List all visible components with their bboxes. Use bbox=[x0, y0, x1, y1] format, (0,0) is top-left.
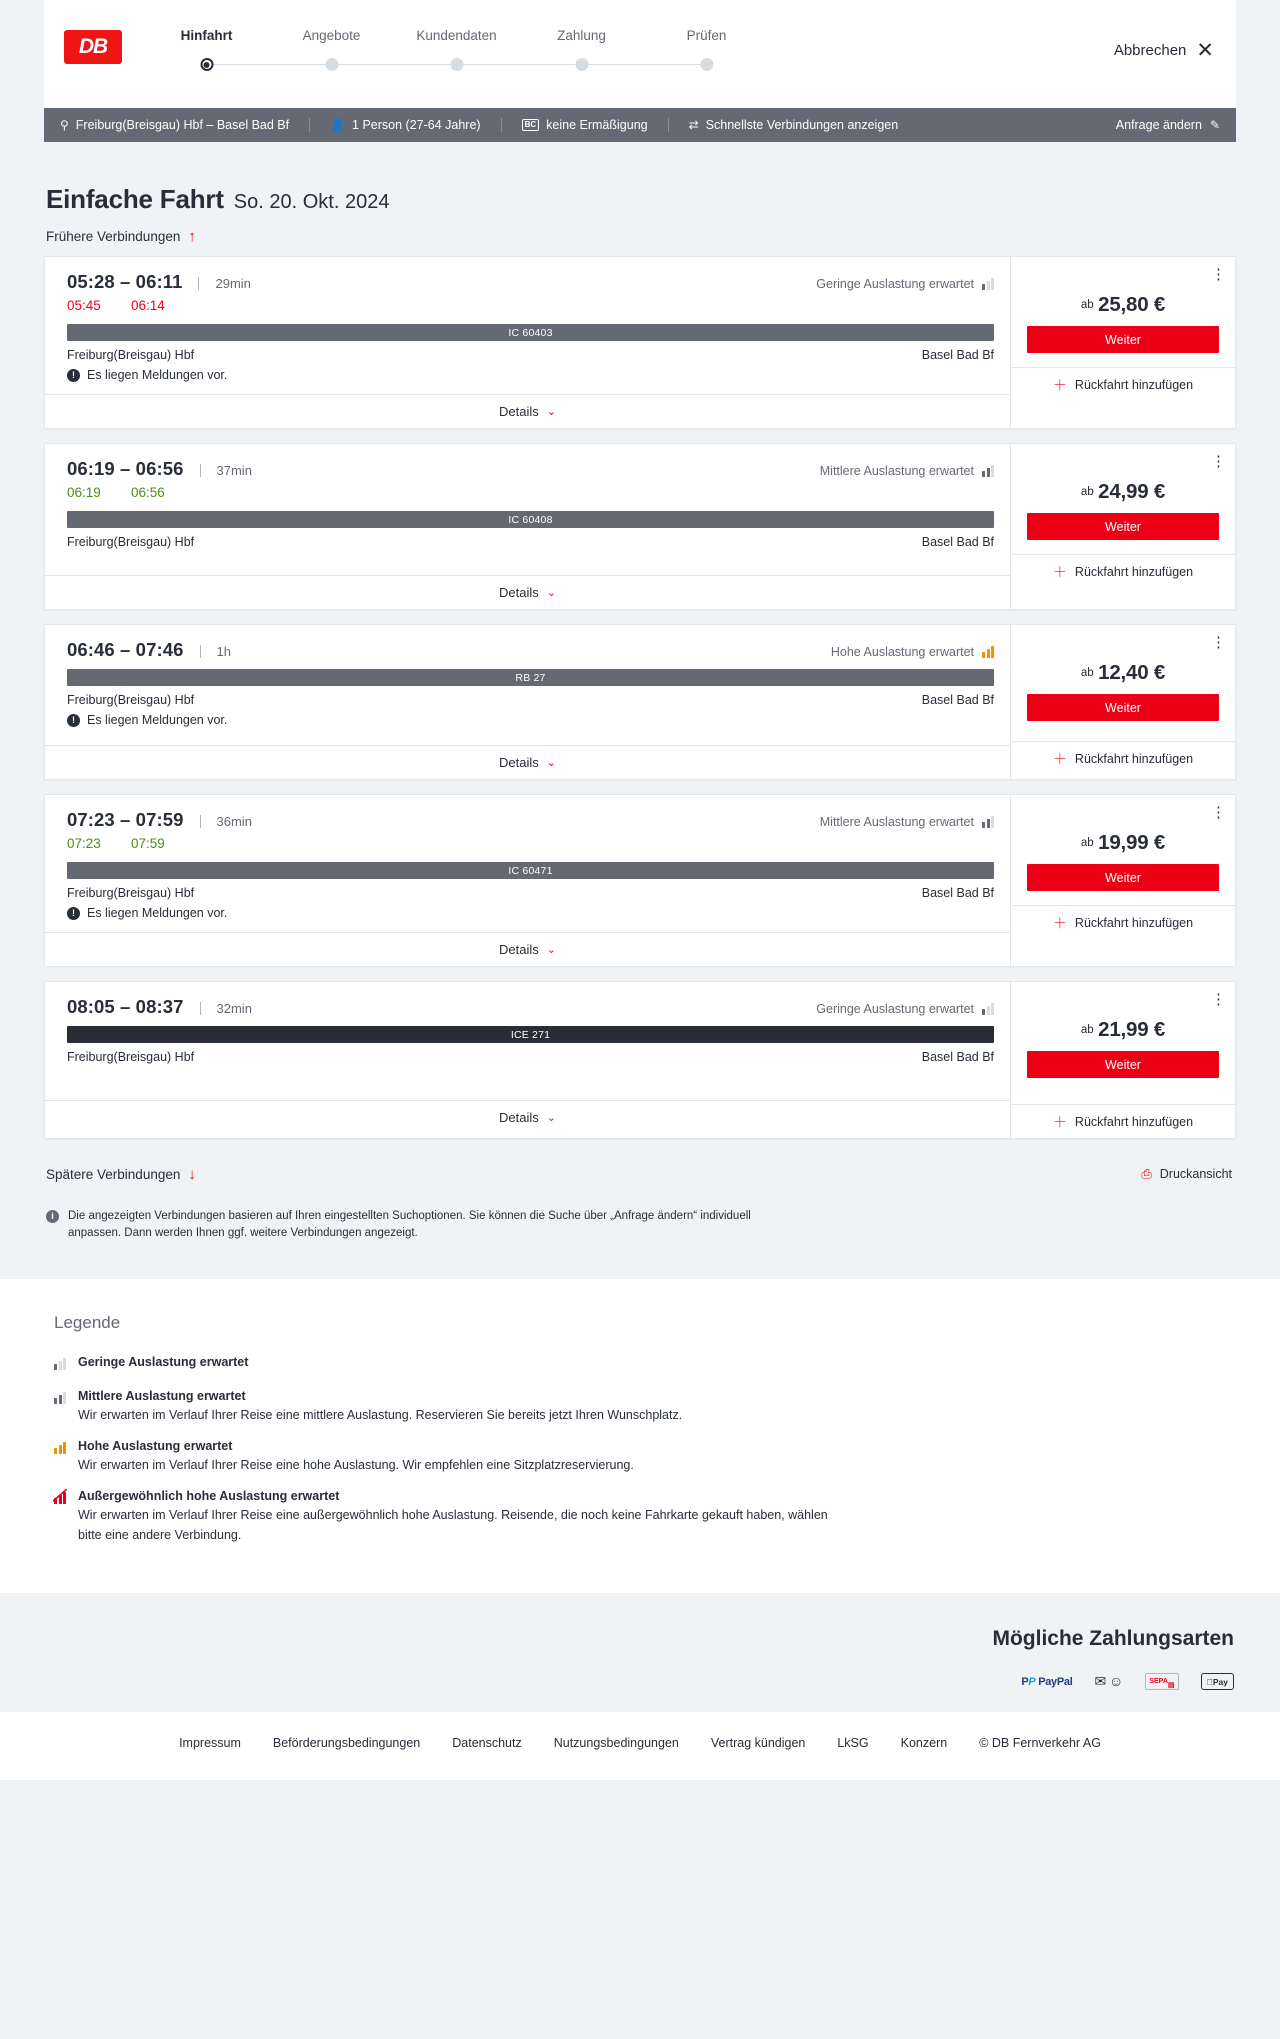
realtime-arrival: 06:14 bbox=[131, 298, 165, 313]
stops-row bbox=[67, 535, 994, 549]
step-hinfahrt[interactable] bbox=[144, 28, 269, 48]
notice-label: Es liegen Meldungen vor. bbox=[87, 713, 228, 727]
step-label: Kundendaten bbox=[416, 28, 497, 43]
connection-card[interactable] bbox=[44, 443, 1236, 610]
apple-pay-label: Pay bbox=[1212, 1676, 1228, 1687]
destination-station: Basel Bad Bf bbox=[921, 886, 994, 900]
pencil-icon: ✎ bbox=[1209, 118, 1220, 132]
print-view-button[interactable] bbox=[1141, 1166, 1236, 1182]
price-block bbox=[1027, 480, 1219, 504]
add-return-label: Rückfahrt hinzufügen bbox=[1074, 1114, 1194, 1129]
price-prefix: ab bbox=[1080, 837, 1094, 849]
step-angebote[interactable] bbox=[269, 28, 394, 48]
step-zahlung[interactable] bbox=[519, 28, 644, 48]
step-dot-icon bbox=[325, 58, 338, 71]
occupancy-indicator bbox=[816, 277, 994, 291]
train-bar bbox=[67, 862, 994, 879]
page-title bbox=[44, 142, 1236, 215]
connection-duration: 32min bbox=[200, 1001, 252, 1016]
paypal-label: PayPal bbox=[1038, 1675, 1073, 1688]
occupancy-bars-icon bbox=[982, 816, 994, 828]
legend-text bbox=[78, 1439, 634, 1475]
legend-description: Wir erwarten im Verlauf Ihrer Reise eine mittlere Auslastung. Reservieren Sie bereits jetzt Ihren Wunschplatz. bbox=[78, 1407, 683, 1422]
price-prefix: ab bbox=[1080, 486, 1094, 498]
plus-icon: ＋ bbox=[1052, 914, 1067, 931]
step-label: Angebote bbox=[302, 28, 361, 43]
origin-station: Freiburg(Breisgau) Hbf bbox=[67, 693, 195, 707]
arrow-up-icon: ↑ bbox=[188, 228, 196, 245]
footer-link-datenschutz[interactable]: Datenschutz bbox=[452, 1736, 522, 1750]
occupancy-bars-icon bbox=[982, 646, 994, 658]
step-connector bbox=[457, 64, 582, 65]
connection-details bbox=[45, 982, 1010, 1138]
add-return-button[interactable] bbox=[1011, 1104, 1235, 1138]
price-block bbox=[1027, 1018, 1219, 1042]
step-dot-icon bbox=[450, 58, 463, 71]
connection-times: 06:46 – 07:46 bbox=[67, 639, 184, 660]
add-return-button[interactable] bbox=[1011, 554, 1235, 588]
chevron-down-icon: ⌄ bbox=[546, 1112, 556, 1124]
realtime-arrival: 06:56 bbox=[131, 485, 165, 500]
add-return-label: Rückfahrt hinzufügen bbox=[1074, 377, 1194, 392]
realtime-departure: 06:19 bbox=[67, 485, 101, 500]
connection-card[interactable] bbox=[44, 256, 1236, 429]
occupancy-indicator bbox=[820, 815, 994, 829]
legend-label: Hohe Auslastung erwartet bbox=[78, 1438, 233, 1453]
cancel-button[interactable] bbox=[1114, 40, 1214, 61]
connection-times: 07:23 – 07:59 bbox=[67, 809, 184, 830]
legend-label: Geringe Auslastung erwartet bbox=[78, 1354, 249, 1369]
step-connector bbox=[332, 64, 457, 65]
occupancy-bars-icon bbox=[982, 465, 994, 477]
warning-icon: ! bbox=[67, 907, 80, 920]
connection-duration: 37min bbox=[200, 463, 252, 478]
query-route[interactable] bbox=[60, 118, 309, 132]
footer-links bbox=[0, 1736, 1280, 1750]
train-label: IC 60408 bbox=[508, 513, 553, 526]
realtime-row bbox=[67, 485, 994, 500]
change-query-label: Anfrage ändern bbox=[1115, 118, 1202, 132]
stops-row bbox=[67, 886, 994, 900]
step-connector bbox=[582, 64, 707, 65]
connection-booking bbox=[1010, 795, 1235, 966]
connection-details bbox=[45, 444, 1010, 609]
earlier-connections-button[interactable] bbox=[44, 215, 1236, 256]
legend-title: Legende bbox=[54, 1312, 121, 1332]
checkout-stepper bbox=[144, 28, 769, 48]
add-return-button[interactable] bbox=[1011, 367, 1235, 401]
continue-button[interactable]: Weiter bbox=[1027, 326, 1219, 353]
train-label: RB 27 bbox=[515, 671, 546, 684]
more-options-icon[interactable]: ⋮ bbox=[1211, 453, 1226, 470]
footer bbox=[0, 1712, 1280, 1780]
price-amount: 19,99 € bbox=[1098, 831, 1166, 854]
notice-label: Es liegen Meldungen vor. bbox=[87, 368, 228, 382]
step-connector bbox=[207, 64, 332, 65]
page-title-date: So. 20. Okt. 2024 bbox=[233, 191, 390, 213]
legend-section bbox=[0, 1279, 1280, 1594]
legend-item bbox=[54, 1355, 1236, 1375]
header bbox=[44, 0, 1236, 108]
step-dot-icon bbox=[575, 58, 588, 71]
occupancy-indicator bbox=[820, 464, 994, 478]
occupancy-label: Hohe Auslastung erwartet bbox=[830, 645, 974, 659]
legend-item bbox=[54, 1489, 1236, 1545]
print-view-label: Druckansicht bbox=[1159, 1166, 1232, 1181]
continue-button[interactable]: Weiter bbox=[1027, 864, 1219, 891]
connection-card[interactable] bbox=[44, 794, 1236, 967]
price-prefix: ab bbox=[1080, 299, 1094, 311]
train-label: ICE 271 bbox=[510, 1028, 551, 1041]
step-dot-icon bbox=[700, 58, 713, 71]
origin-station: Freiburg(Breisgau) Hbf bbox=[67, 886, 195, 900]
step-label: Prüfen bbox=[686, 28, 727, 43]
legend-text bbox=[78, 1489, 838, 1545]
occupancy-bars-icon bbox=[982, 1003, 994, 1015]
plus-icon: ＋ bbox=[1052, 563, 1067, 580]
details-toggle[interactable] bbox=[45, 1100, 1010, 1134]
warning-icon: ! bbox=[67, 369, 80, 382]
query-route-label: Freiburg(Breisgau) Hbf – Basel Bad Bf bbox=[75, 118, 290, 132]
more-options-icon[interactable]: ⋮ bbox=[1211, 804, 1226, 821]
connection-header bbox=[67, 458, 994, 480]
connection-header bbox=[67, 996, 994, 1018]
footer-link-impressum[interactable]: Impressum bbox=[179, 1736, 241, 1750]
plus-icon: ＋ bbox=[1052, 376, 1067, 393]
destination-station: Basel Bad Bf bbox=[921, 348, 994, 362]
legend-bars-wrap bbox=[54, 1389, 66, 1425]
realtime-row bbox=[67, 836, 994, 851]
legend-label: Außergewöhnlich hohe Auslastung erwartet bbox=[78, 1489, 340, 1504]
legend-bars-wrap bbox=[54, 1489, 66, 1545]
details-toggle[interactable] bbox=[45, 745, 1010, 779]
legend-bars-wrap bbox=[54, 1439, 66, 1475]
add-return-label: Rückfahrt hinzufügen bbox=[1074, 564, 1194, 579]
location-pin-icon: ⚲ bbox=[60, 118, 69, 132]
query-passengers[interactable] bbox=[309, 118, 501, 132]
details-label: Details bbox=[499, 585, 539, 600]
destination-station: Basel Bad Bf bbox=[921, 1050, 994, 1064]
legend-item bbox=[54, 1439, 1236, 1475]
destination-station: Basel Bad Bf bbox=[921, 693, 994, 707]
destination-station: Basel Bad Bf bbox=[921, 535, 994, 549]
legend-item bbox=[54, 1389, 1236, 1425]
occupancy-bars-icon bbox=[982, 278, 994, 290]
legend-text bbox=[78, 1389, 682, 1425]
details-toggle[interactable] bbox=[45, 932, 1010, 966]
continue-button[interactable]: Weiter bbox=[1027, 1051, 1219, 1078]
occupancy-bars-icon bbox=[54, 1392, 66, 1404]
step-label: Hinfahrt bbox=[180, 28, 233, 43]
chevron-down-icon: ⌄ bbox=[546, 587, 556, 599]
giropay-icon: ✉ ☺ bbox=[1094, 1673, 1124, 1689]
connection-details bbox=[45, 625, 1010, 779]
search-hint-text: Die angezeigten Verbindungen basieren auf Ihren eingestellten Suchoptionen. Sie können die Suche über „Anfrage ändern“ individuell anpassen. Dann werden Ihnen ggf. weitere Verbindungen angezeigt. bbox=[68, 1210, 751, 1240]
details-label: Details bbox=[499, 755, 539, 770]
paypal-icon: P P PayPal bbox=[1021, 1675, 1073, 1688]
earlier-connections-label: Frühere Verbindungen bbox=[46, 229, 181, 244]
query-discount-label: keine Ermäßigung bbox=[546, 118, 648, 132]
occupancy-label: Mittlere Auslastung erwartet bbox=[819, 464, 974, 478]
train-bar bbox=[67, 1026, 994, 1043]
details-label: Details bbox=[499, 1110, 539, 1125]
chevron-down-icon: ⌄ bbox=[546, 406, 556, 418]
step-dot-icon bbox=[200, 58, 213, 71]
query-passengers-label: 1 Person (27-64 Jahre) bbox=[352, 118, 481, 132]
realtime-departure: 07:23 bbox=[67, 836, 101, 851]
occupancy-indicator bbox=[831, 645, 994, 659]
page-title-text: Einfache Fahrt bbox=[46, 184, 224, 214]
step-pruefen[interactable] bbox=[644, 28, 769, 48]
more-options-icon[interactable]: ⋮ bbox=[1211, 634, 1226, 651]
legend-bars-wrap bbox=[54, 1355, 66, 1375]
footer-copyright: © DB Fernverkehr AG bbox=[979, 1736, 1101, 1750]
realtime-row bbox=[67, 298, 994, 313]
details-toggle[interactable] bbox=[45, 394, 1010, 428]
details-label: Details bbox=[499, 404, 539, 419]
price-amount: 24,99 € bbox=[1098, 480, 1166, 503]
later-row bbox=[44, 1153, 1236, 1194]
train-bar bbox=[67, 324, 994, 341]
connection-header bbox=[67, 271, 994, 293]
origin-station: Freiburg(Breisgau) Hbf bbox=[67, 535, 195, 549]
footer-link-nutzungsbedingungen[interactable]: Nutzungsbedingungen bbox=[553, 1736, 679, 1750]
connection-booking bbox=[1010, 982, 1235, 1138]
continue-button[interactable]: Weiter bbox=[1027, 694, 1219, 721]
connection-times: 06:19 – 06:56 bbox=[67, 458, 184, 479]
change-query-button[interactable] bbox=[1116, 108, 1220, 142]
add-return-button[interactable] bbox=[1011, 741, 1235, 775]
price-block bbox=[1027, 831, 1219, 855]
price-amount: 21,99 € bbox=[1098, 1018, 1166, 1041]
price-block bbox=[1027, 661, 1219, 685]
notice-label: Es liegen Meldungen vor. bbox=[87, 906, 228, 920]
payment-methods bbox=[44, 1673, 1236, 1690]
train-label: IC 60471 bbox=[508, 864, 553, 877]
footer-link-konzern[interactable]: Konzern bbox=[900, 1736, 948, 1750]
occupancy-bars-icon bbox=[54, 1442, 66, 1454]
query-fastest-label: Schnellste Verbindungen anzeigen bbox=[705, 118, 899, 132]
origin-station: Freiburg(Breisgau) Hbf bbox=[67, 1050, 195, 1064]
notice-row[interactable] bbox=[67, 368, 994, 382]
swap-arrows-icon: ⇄ bbox=[688, 118, 699, 132]
connection-card[interactable] bbox=[44, 981, 1236, 1139]
connection-details bbox=[45, 257, 1010, 428]
stops-row bbox=[67, 348, 994, 362]
stops-row bbox=[67, 693, 994, 707]
person-icon: 👤 bbox=[330, 118, 346, 132]
price-block bbox=[1027, 293, 1219, 317]
db-logo[interactable]: DB bbox=[64, 30, 122, 64]
info-icon: i bbox=[46, 1210, 59, 1223]
payment-section bbox=[0, 1593, 1280, 1712]
occupancy-label: Geringe Auslastung erwartet bbox=[816, 1002, 974, 1016]
payment-title: Mögliche Zahlungsarten bbox=[992, 1627, 1234, 1650]
step-kundendaten[interactable] bbox=[394, 28, 519, 48]
stops-row bbox=[67, 1050, 994, 1064]
bahncard-icon: BC bbox=[522, 119, 540, 131]
realtime-departure: 05:45 bbox=[67, 298, 101, 313]
arrow-down-icon: ↓ bbox=[188, 1166, 196, 1183]
occupancy-bars-icon bbox=[54, 1358, 66, 1370]
connection-card[interactable] bbox=[44, 624, 1236, 780]
details-toggle[interactable] bbox=[45, 575, 1010, 609]
add-return-button[interactable] bbox=[1011, 905, 1235, 939]
train-bar bbox=[67, 511, 994, 528]
realtime-arrival: 07:59 bbox=[131, 836, 165, 851]
footer-link-lksg[interactable]: LkSG bbox=[837, 1736, 869, 1750]
footer-link-befoerderungsbedingungen[interactable]: Beförderungsbedingungen bbox=[272, 1736, 421, 1750]
apple-pay-icon bbox=[1201, 1673, 1235, 1690]
sepa-direct-debit-icon: SEPA ▤ bbox=[1145, 1673, 1178, 1690]
connection-booking bbox=[1010, 444, 1235, 609]
query-summary-bar bbox=[44, 108, 1236, 142]
search-hint bbox=[44, 1194, 804, 1243]
details-label: Details bbox=[499, 942, 539, 957]
price-prefix: ab bbox=[1080, 1024, 1094, 1036]
main-content bbox=[44, 142, 1236, 1279]
chevron-down-icon: ⌄ bbox=[546, 757, 556, 769]
add-return-label: Rückfahrt hinzufügen bbox=[1074, 915, 1194, 930]
connection-booking bbox=[1010, 257, 1235, 428]
later-connections-label: Spätere Verbindungen bbox=[46, 1167, 181, 1182]
occupancy-label: Geringe Auslastung erwartet bbox=[816, 277, 974, 291]
notice-row[interactable] bbox=[67, 713, 994, 727]
connection-details bbox=[45, 795, 1010, 966]
legend-label: Mittlere Auslastung erwartet bbox=[78, 1388, 246, 1403]
warning-icon: ! bbox=[67, 714, 80, 727]
legend-description: Wir erwarten im Verlauf Ihrer Reise eine außergewöhnlich hohe Auslastung. Reisende, die noch keine Fahrkarte gekauft haben, wählen bitte eine andere Verbindung. bbox=[78, 1508, 828, 1542]
strikethrough-icon bbox=[53, 1489, 67, 1502]
connection-duration: 36min bbox=[200, 814, 252, 829]
printer-icon: ⎙ bbox=[1141, 1165, 1152, 1181]
connection-times: 08:05 – 08:37 bbox=[67, 996, 184, 1017]
plus-icon: ＋ bbox=[1052, 1113, 1067, 1130]
more-options-icon[interactable]: ⋮ bbox=[1211, 266, 1226, 283]
connection-duration: 1h bbox=[200, 644, 231, 659]
occupancy-label: Mittlere Auslastung erwartet bbox=[819, 815, 974, 829]
more-options-icon[interactable]: ⋮ bbox=[1211, 991, 1226, 1008]
legend-description: Wir erwarten im Verlauf Ihrer Reise eine hohe Auslastung. Wir empfehlen eine Sitzplatzreservierung. bbox=[78, 1457, 634, 1472]
footer-link-vertrag-kuendigen[interactable]: Vertrag kündigen bbox=[710, 1736, 806, 1750]
notice-row[interactable] bbox=[67, 906, 994, 920]
chevron-down-icon: ⌄ bbox=[546, 944, 556, 956]
query-fastest[interactable] bbox=[668, 118, 919, 132]
connection-times: 05:28 – 06:11 bbox=[67, 271, 183, 292]
cancel-label: Abbrechen bbox=[1113, 42, 1187, 59]
later-connections-button[interactable] bbox=[44, 1153, 196, 1194]
price-amount: 12,40 € bbox=[1098, 661, 1166, 684]
continue-button[interactable]: Weiter bbox=[1027, 513, 1219, 540]
connection-booking bbox=[1010, 625, 1235, 779]
close-icon: ✕ bbox=[1196, 39, 1214, 62]
price-amount: 25,80 € bbox=[1098, 293, 1166, 316]
price-prefix: ab bbox=[1080, 667, 1094, 679]
legend-text bbox=[78, 1355, 248, 1375]
train-label: IC 60403 bbox=[508, 326, 553, 339]
step-label: Zahlung bbox=[557, 28, 606, 43]
plus-icon: ＋ bbox=[1052, 750, 1067, 767]
origin-station: Freiburg(Breisgau) Hbf bbox=[67, 348, 195, 362]
train-bar bbox=[67, 669, 994, 686]
connection-header bbox=[67, 639, 994, 661]
connection-duration: 29min bbox=[198, 276, 250, 291]
sepa-label: SEPA bbox=[1149, 1677, 1168, 1685]
occupancy-indicator bbox=[816, 1002, 994, 1016]
connection-header bbox=[67, 809, 994, 831]
query-discount[interactable] bbox=[501, 118, 668, 132]
add-return-label: Rückfahrt hinzufügen bbox=[1074, 751, 1194, 766]
